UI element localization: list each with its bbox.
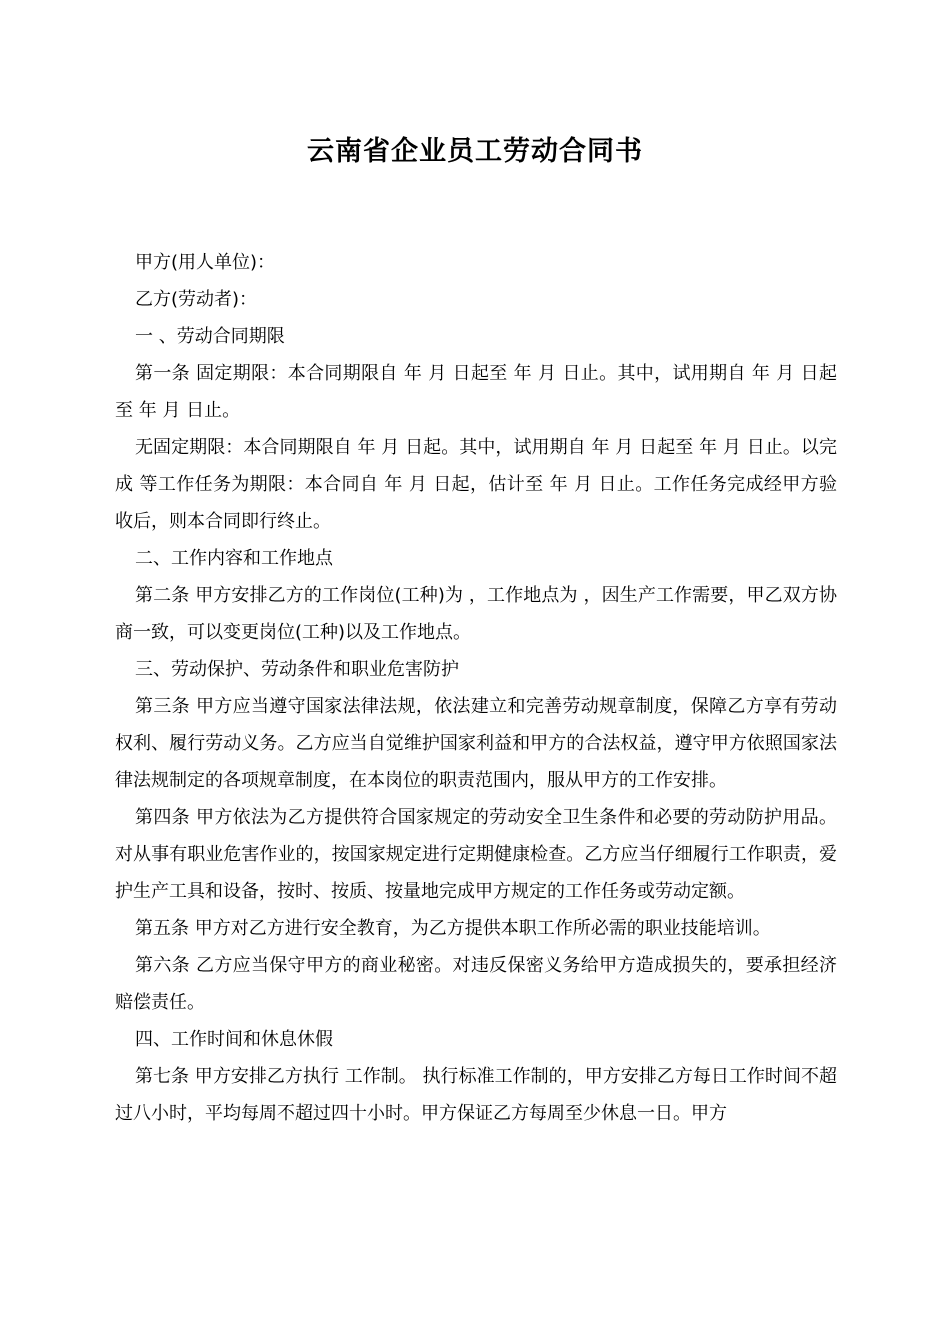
article-1: 第一条 固定期限：本合同期限自 年 月 日起至 年 月 日止。其中，试用期自 年 月 日起至 年 月 日止。: [115, 363, 837, 421]
document-title: 云南省企业员工劳动合同书: [307, 136, 643, 167]
article-7: 第七条 甲方安排乙方执行 工作制。 执行标准工作制的，甲方安排乙方每日工作时间不超过八小时，平均每周不超过四十小时。甲方保证乙方每周至少休息一日。甲方: [115, 1066, 837, 1124]
section-heading-2: 二、工作内容和工作地点: [135, 548, 333, 569]
article-3: 第三条 甲方应当遵守国家法律法规，依法建立和完善劳动规章制度，保障乙方享有劳动权利、履行劳动义务。乙方应当自觉维护国家利益和甲方的合法权益，遵守甲方依照国家法律法规制定的各项规章制度，在本岗位的职责范围内，服从甲方的工作安排。: [115, 696, 837, 791]
section-heading-3: 三、劳动保护、劳动条件和职业危害防护: [135, 659, 459, 680]
article-1-indefinite: 无固定期限：本合同期限自 年 月 日起。其中，试用期自 年 月 日起至 年 月 日止。以完成 等工作任务为期限：本合同自 年 月 日起，估计至 年 月 日止。工作任务完成经甲方验收后，则本合同即行终止。: [115, 437, 837, 532]
party-b-line: 乙方(劳动者)：: [135, 289, 258, 310]
article-6: 第六条 乙方应当保守甲方的商业秘密。对违反保密义务给甲方造成损失的，要承担经济赔偿责任。: [115, 955, 837, 1013]
section-heading-1: 一 、劳动合同期限: [135, 326, 285, 347]
article-2: 第二条 甲方安排乙方的工作岗位(工种)为 ，工作地点为 ，因生产工作需要，甲乙双方协商一致，可以变更岗位(工种)以及工作地点。: [115, 585, 837, 643]
article-5: 第五条 甲方对乙方进行安全教育，为乙方提供本职工作所必需的职业技能培训。: [135, 918, 771, 939]
section-heading-4: 四、工作时间和休息休假: [135, 1029, 333, 1050]
party-a-line: 甲方(用人单位)：: [135, 252, 276, 273]
document-body: [115, 244, 837, 1132]
article-4: 第四条 甲方依法为乙方提供符合国家规定的劳动安全卫生条件和必要的劳动防护用品。对从事有职业危害作业的，按国家规定进行定期健康检查。乙方应当仔细履行工作职责，爱护生产工具和设备，按时、按质、按量地完成甲方规定的工作任务或劳动定额。: [115, 807, 837, 902]
